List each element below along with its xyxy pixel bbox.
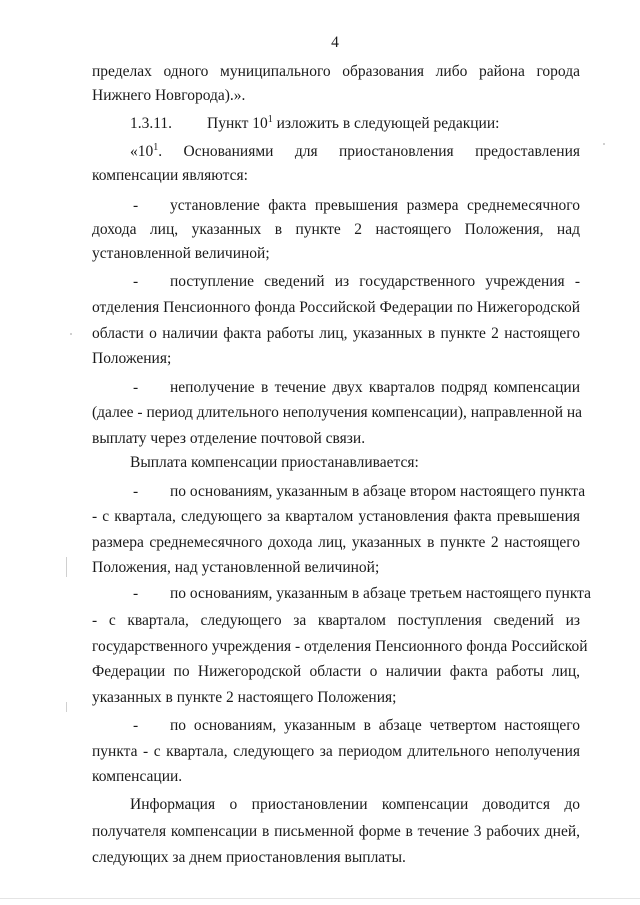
- text-line: по основаниям, указанным в абзаце третьем настоящего пункта: [170, 585, 592, 602]
- paragraph-start: [130, 142, 580, 162]
- text-line: области о наличии факта работы лиц, указанных в пункте 2 настоящего: [92, 325, 580, 342]
- list-dash: -: [133, 273, 139, 290]
- text-line: выплату через отделение почтовой связи.: [92, 430, 366, 447]
- text-line: - с квартала, следующего за кварталом поступления сведений из: [92, 612, 580, 629]
- text-line: Положения, над установленной величиной;: [92, 559, 380, 576]
- scan-speck: [70, 333, 72, 335]
- text-line: Выплата компенсации приостанавливается:: [130, 454, 419, 471]
- superscript: 1: [153, 141, 159, 153]
- text-line: следующих за днем приостановления выплаты.: [92, 849, 406, 866]
- text-line: по основаниям, указанным в абзаце втором настоящего пункта: [170, 483, 586, 500]
- scan-edge-mark: [66, 557, 67, 577]
- text-line: размера среднемесячного дохода лиц, указанных в пункте 2 настоящего: [92, 534, 580, 551]
- list-dash: -: [133, 585, 139, 602]
- clause-heading-text: изложить в следующей редакции:: [272, 115, 500, 132]
- page-number: 4: [331, 34, 339, 51]
- text-line: установление факта превышения размера среднемесячного: [170, 197, 580, 214]
- clause-heading: [207, 114, 499, 134]
- text-line: Нижнего Новгорода).».: [92, 87, 246, 104]
- scan-bottom-edge: [0, 898, 640, 899]
- list-dash: -: [133, 197, 139, 214]
- text-line: компенсации являются:: [92, 167, 248, 184]
- scan-speck: [603, 143, 605, 145]
- text-line: компенсации.: [92, 768, 183, 785]
- paragraph-number: «10: [130, 143, 154, 160]
- text-line: неполучение в течение двух кварталов подряд компенсации: [170, 379, 580, 396]
- text-line: государственного учреждения - отделения Пенсионного фонда Российской: [92, 638, 588, 655]
- text-line: Положения;: [92, 350, 172, 367]
- text-line: (далее - период длительного неполучения компенсации), направленной на: [92, 404, 583, 421]
- text-line: дохода лиц, указанных в пункте 2 настоящего Положения, над: [92, 221, 580, 238]
- text-line: по основаниям, указанным в абзаце четвертом настоящего: [170, 717, 580, 734]
- text-line: Федерации по Нижегородской области о наличии факта работы лиц,: [92, 663, 580, 680]
- text-line: пределах одного муниципального образования либо района города: [92, 63, 580, 80]
- clause-heading-text: Пункт 10: [207, 115, 268, 132]
- clause-number: 1.3.11.: [130, 115, 173, 132]
- superscript: 1: [267, 113, 273, 125]
- list-dash: -: [133, 379, 139, 396]
- text-line: установленной величиной;: [92, 245, 270, 262]
- list-dash: -: [133, 717, 139, 734]
- text-line: поступление сведений из государственного учреждения -: [170, 273, 580, 290]
- text-line: указанных в пункте 2 настоящего Положения;: [92, 689, 397, 706]
- scan-edge-mark: [66, 702, 67, 712]
- text-line: Информация о приостановлении компенсации доводится до: [130, 796, 580, 813]
- text-line: - с квартала, следующего за кварталом установления факта превышения: [92, 508, 580, 525]
- list-dash: -: [133, 483, 139, 500]
- text-line: получателя компенсации в письменной форме в течение 3 рабочих дней,: [92, 823, 580, 840]
- text-line: . Основаниями для приостановления предоставления: [158, 143, 580, 160]
- text-line: отделения Пенсионного фонда Российской Федерации по Нижегородской: [92, 299, 580, 316]
- text-line: пункта - с квартала, следующего за периодом длительного неполучения: [92, 743, 580, 760]
